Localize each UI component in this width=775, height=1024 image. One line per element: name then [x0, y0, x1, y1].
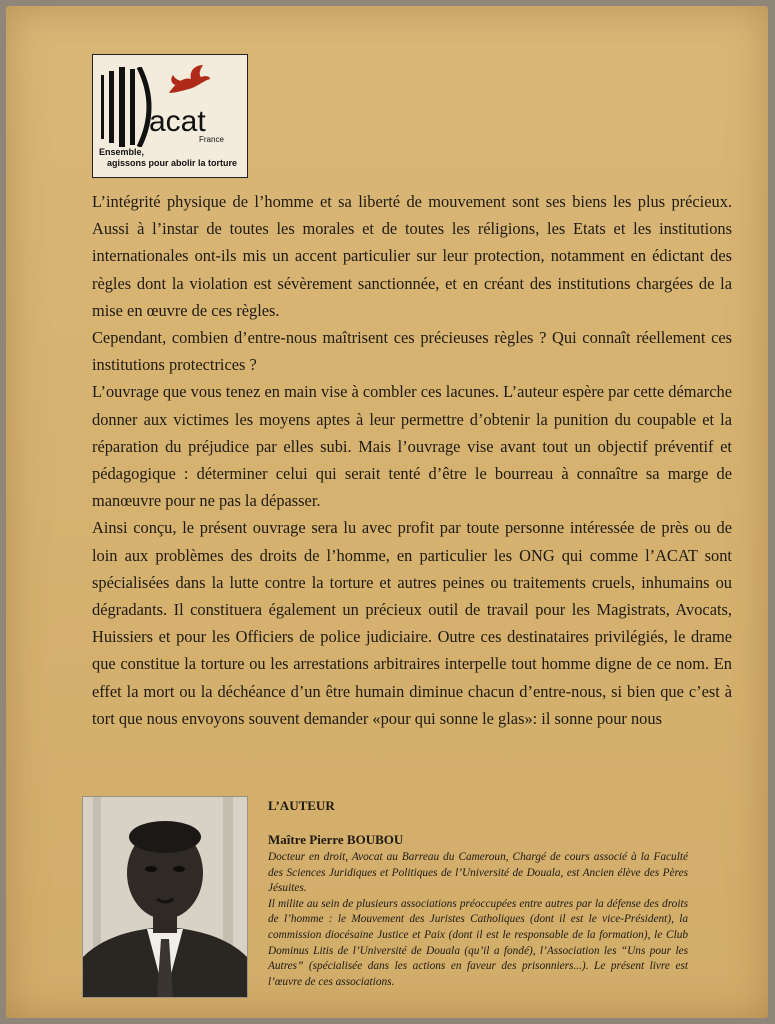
- acat-wordmark: acat: [149, 105, 206, 138]
- acat-country: France: [199, 135, 224, 144]
- acat-logo: [92, 54, 248, 178]
- blurb-text: [92, 188, 732, 732]
- author-photo: [82, 796, 248, 998]
- blurb-paragraph: L’ouvrage que vous tenez en main vise à combler ces lacunes. L’auteur espère par cette démarche donner aux victimes les moyens aptes à leur permettre d’obtenir la punition du coupable et la réparation du préjudice par elles subi. Mais l’ouvrage vise avant tout un objectif préventif et pédagogique : déterminer celui qui serait tenté d’être le bourreau à connaître sa marge de manœuvre pour ne pas la dépasser.: [92, 382, 732, 511]
- blurb-paragraph: L’intégrité physique de l’homme et sa liberté de mouvement sont ses biens les plus précieux. Aussi à l’instar de toutes les morales et de toutes les réligions, les Etats et les institutions internationales ont-ils mis un accent particulier sur leur protection, notamment en édictant des règles dont la violation est sévèrement sanctionnée, et en créant des institutions chargées de la mise en œuvre de ces règles.: [92, 192, 732, 320]
- blurb-paragraph: Cependant, combien d’entre-nous maîtrisent ces précieuses règles ? Qui connaît réellement ces institutions protectrices ?: [92, 328, 732, 375]
- blurb-paragraph: Ainsi conçu, le présent ouvrage sera lu avec profit par toute personne intéressée de près ou de loin aux problèmes des droits de l’homme, en particulier les ONG qui comme l’ACAT sont spécialisées dans la lutte contre la torture et autres peines ou traitements cruels, inhumains ou dégradants. Il constituera également un précieux outil de travail pour les Magistrats, Avocats, Huissiers et pour les Officiers de police judiciaire. Outre ces destinataires privilégiés, le drame que constitue la torture ou les arrestations arbitraires interpelle tout homme digne de ce nom. En effet la mort ou la déchéance d’un être humain diminue chacun d’entre-nous, si bien que c’est à tort que nous envoyons souvent demander «pour qui sonne le glas»: il sonne pour nous: [92, 518, 732, 728]
- author-bio: Il milite au sein de plusieurs associations préoccupées entre autres par la défense des droits de l’homme : le Mouvement des Juristes Catholiques (dont il est le vice-Président), la commission diocésaine Justice et Paix (dont il est le responsable de la formation), le Club Dominus Litis de l’Université de Douala (qu’il a fondé), l’Association les “Uns pour les Autres” (spécialisée dans les actions en faveur des prisonniers...). Le présent livre est l’œuvre de ces associations.: [268, 897, 688, 988]
- book-back-cover: [6, 6, 768, 1018]
- author-name: Maître Pierre BOUBOU: [268, 832, 404, 847]
- author-portrait-illustration: [83, 797, 247, 997]
- dove-icon: [167, 63, 211, 99]
- author-heading: L’AUTEUR: [268, 798, 335, 813]
- slogan-line-2: agissons pour abolir la torture: [107, 158, 238, 168]
- acat-slogan: [99, 147, 247, 169]
- author-bio: Docteur en droit, Avocat au Barreau du Cameroun, Chargé de cours associé à la Faculté des Sciences Juridiques et Politiques de l’Université de Douala, est Ancien élève des Pères Jésuites.: [268, 851, 688, 895]
- author-section: [268, 798, 688, 990]
- slogan-line-1: Ensemble,: [99, 147, 145, 157]
